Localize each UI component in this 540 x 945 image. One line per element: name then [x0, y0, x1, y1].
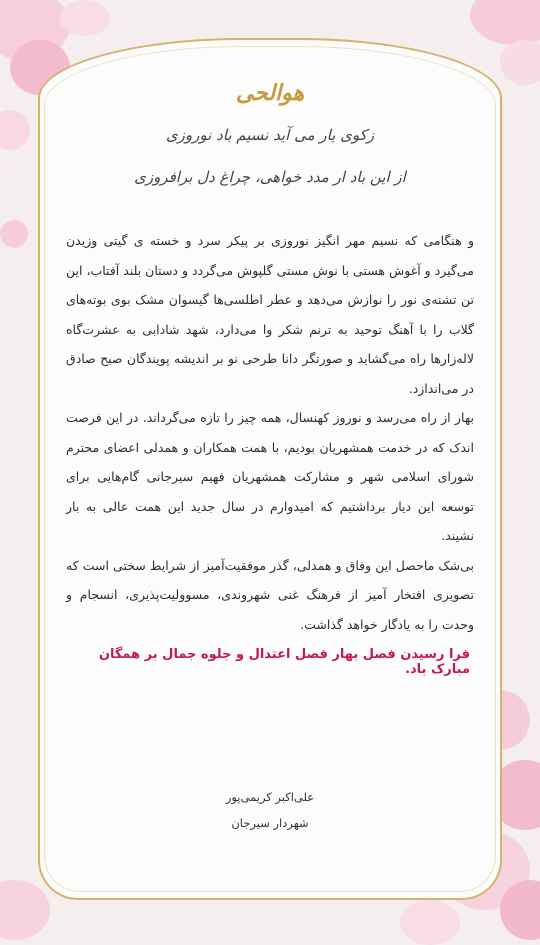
message-body [66, 226, 474, 639]
poem-line-2: از این باد ار مدد خواهی، چراغ دل برافروزی [134, 168, 406, 186]
poem-line-1: زکوی یار می آید نسیم باد نوروزی [165, 126, 375, 144]
signature-name: علی‌اکبر کریمی‌پور [225, 790, 315, 804]
heading: هوالحی [235, 80, 305, 106]
paragraph-3: بی‌شک ماحصل این وفاق و همدلی، گذر موفقیت‌آمیز از شرایط سختی است که تصویری افتخار آمیز از فرهنگ غنی شهروندی، مسوولیت‌پذیری، انسجام و وحدت را به یادگار خواهد گذاشت. [66, 557, 474, 632]
signature-block [0, 784, 540, 836]
paragraph-1: و هنگامی که نسیم مهر انگیز نوروزی بر پیکر سرد و خسته ی گیتی وزیدن می‌گیرد و آغوش هستی با نوش مستی گلپوش می‌گردد و دستان بلند آفتاب، این تن تشنه‌ی نور را نوازش می‌دهد و عطر اطلسی‌ها گیسوان مشک بوی بوته‌های گلاب را با آهنگ توحید به ترنم شکر وا می‌دارد، شهد شادابی به عشرت‌گاه لاله‌زارها راه می‌گشاید و صورتگر دانا طرحی نو بر اندیشه پویندگان صبح صادق در می‌اندازد. [66, 233, 474, 396]
paragraph-2: بهار از راه می‌رسد و نوروز کهنسال، همه چیز را تازه می‌گرداند. در این فرصت اندک که در خدمت همشهریان بودیم، با همت همکاران و همدلی اعضای محترم شورای اسلامی شهر و مشارکت همشهریان فهیم سیرجانی گام‌هایی برای توسعه این دیار برداشتیم که امیدوارم در سال جدید این همت عالی به بار نشیند. [66, 410, 474, 543]
message-content [66, 80, 474, 690]
closing-wish: فرا رسیدن فصل بهار فصل اعتدال و جلوه جمال بر همگان مبارک باد. [98, 647, 470, 677]
signature-title: شهردار سیرجان [231, 816, 309, 830]
